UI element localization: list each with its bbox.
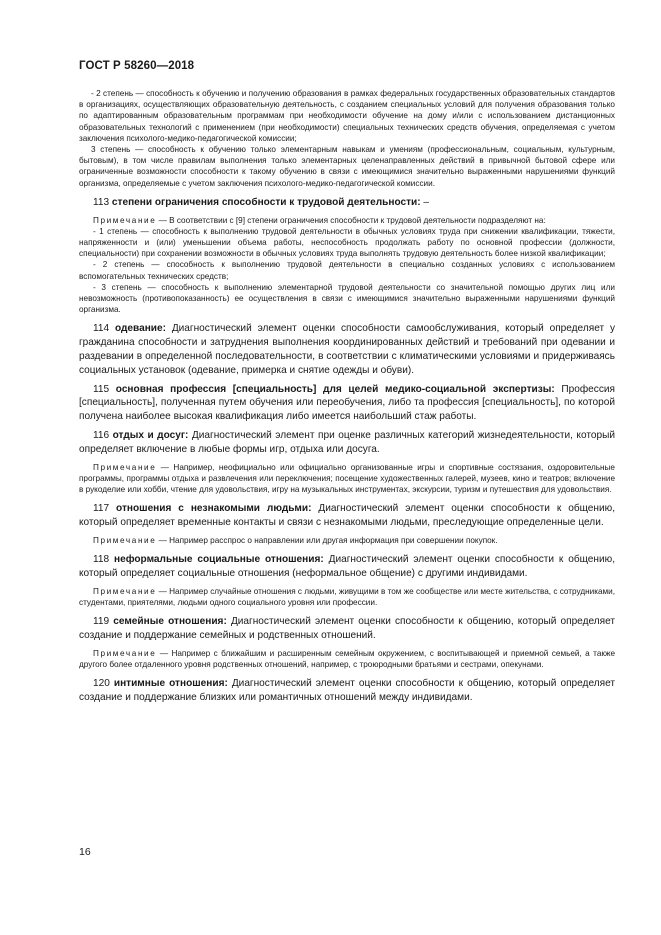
note-118 — [79, 586, 615, 608]
note-label: Примечание — [93, 648, 157, 658]
term-title: одевание: — [114, 323, 166, 335]
standard-header: ГОСТ Р 58260—2018 — [79, 60, 195, 72]
term-title: отдых и досуг: — [112, 430, 189, 442]
term-119 — [79, 615, 615, 643]
term-number: 114 — [93, 323, 110, 335]
term-number: 113 — [93, 196, 110, 208]
term-title: степени ограничения способности к трудовой деятельности: — [111, 196, 421, 208]
page-content — [79, 88, 615, 705]
term-text: Диагностический элемент оценки способности к общению, который определяет социальные отношения (неформальное общение) с другими индивидами. — [79, 554, 615, 579]
paragraph-degree-2: - 2 степень — способность к обучению и получению образования в рамках федеральных государственных образовательных стандартов в организациях, осуществляющих образовательную деятельность, с созданием специальных условий для получения образования только по адаптированным образовательным программам при необходимости обучение на дому и/или с использованием дистанционных образовательных технологий с применением (при необходимости) специальных технических средств обучения, определяемая с учетом заключения психолого-медико-педагогической комиссии; — [79, 89, 615, 143]
note-text: — Например случайные отношения с людьми, живущими в том же сообществе или месте жительства, с сотрудниками, студентами, приятелями, людьми одного социального уровня или профессии. — [79, 586, 615, 607]
note-label: Примечание — [93, 535, 157, 545]
note-text: — В соответствии с [9] степени ограничения способности к трудовой деятельности подразделяют на: — [156, 215, 546, 225]
top-paragraphs — [79, 88, 615, 189]
term-114 — [79, 322, 615, 377]
term-text: Диагностический элемент оценки способности к общению, который определяет временные контакты и связи с незнакомыми людьми, преследующие определенные цели. — [79, 503, 615, 529]
note-text: — Например, неофициально или официально организованные игры и спортивные состязания, оздоровительные программы, программы отдыха и развлечения или переключения; посещение художественных галерей, музеев, кино и театров; включение в рукоделие или хобби, чтение для удовольствия, игру на музыкальных инструментах, экскурсии, туризм и путешествия для удовольствия. — [79, 462, 615, 495]
note-text: — Например с ближайшим и расширенным семейным окружением, с воспитывающей и приемной семьей, а также другого более отдаленного уровня родственных отношений, например, с троюродными братьями и сестрами, опекунами. — [79, 648, 615, 669]
note-119 — [79, 648, 615, 670]
term-number: 120 — [93, 678, 110, 690]
term-text: Диагностический элемент оценки способности самообслуживания, который определяет у гражданина способности и затруднения выполнения координированных действий и требований при одевании и раздевании в определенной последовательности, в соответствии с климатическими условиями и придерживаясь социальных установок (одевание, примерка и снятие одежды и обуви). — [79, 323, 615, 376]
page-number: 16 — [79, 846, 91, 858]
note-item: - 1 степень — способность к выполнению трудовой деятельности в обычных условиях труда при снижении квалификации, тяжести, напряженности и (или) уменьшении объема работы, неспособность продолжать работу по основной профессии (должности, специальности) при сохранении возможности в обычных условиях труда выполнять трудовую деятельность более низкой квалификации; — [79, 226, 615, 259]
note-label: Примечание — [93, 462, 157, 472]
note-label: Примечание — [93, 586, 157, 596]
term-text: Диагностический элемент оценки способности к общению, который определяет создание и поддержание близких или романтичных отношений между индивидами. — [79, 678, 615, 703]
note-label: Примечание — [93, 215, 157, 225]
term-title: семейные отношения: — [113, 616, 227, 628]
term-number: 119 — [93, 616, 110, 628]
term-120 — [79, 677, 615, 705]
term-113 — [79, 196, 615, 210]
term-text: Диагностический элемент оценки способности к общению, который определяет создание и поддержание семейных и родственных отношений. — [79, 616, 615, 641]
term-number: 115 — [93, 383, 110, 395]
note-113 — [79, 215, 615, 316]
note-item: - 2 степень — способность к выполнению трудовой деятельности в специально созданных условиях с использованием вспомогательных технических средств; — [79, 260, 615, 281]
term-title: неформальные социальные отношения: — [113, 554, 324, 566]
term-title: интимные отношения: — [113, 678, 228, 690]
term-118 — [79, 553, 615, 581]
term-title: основная профессия [специальность] для целей медико-социальной экспертизы: — [115, 383, 555, 395]
note-text: — Например расспрос о направлении или другая информация при совершении покупок. — [156, 535, 498, 545]
term-text: Диагностический элемент при оценке различных категорий жизнедеятельности, который определяет включение в любые формы игр, отдыха или досуга. — [79, 430, 615, 455]
term-tail: – — [420, 196, 430, 208]
paragraph-degree-3: 3 степень — способность к обучению только элементарным навыкам и умениям (профессиональным, социальным, культурным, бытовым), в том числе правилам выполнения только элементарных целенаправленных действий в привычной бытовой сфере или ограниченные возможности способности к такому обучению в связи с имеющимися значительно выраженными нарушениями функций организма, определяемые с учетом заключения психолого-медико-педагогической комиссии. — [79, 145, 615, 188]
term-text: Профессия [специальность], полученная путем обучения или переобучения, либо та профессия [специальность], по которой получена наиболее высокая квалификация либо имеется наибольший стаж работы. — [79, 383, 615, 423]
note-116 — [79, 462, 615, 496]
term-number: 118 — [93, 554, 110, 566]
term-number: 117 — [93, 503, 110, 515]
term-title: отношения с незнакомыми людьми: — [116, 503, 312, 515]
term-117 — [79, 502, 615, 530]
note-item: - 3 степень — способность к выполнению элементарной трудовой деятельности со значительной помощью других лиц или невозможность (противопоказанность) ее осуществления в связи с имеющимися значительно выраженными нарушениями функций организма. — [79, 282, 615, 315]
term-115 — [79, 383, 615, 424]
term-number: 116 — [93, 430, 110, 442]
note-117 — [79, 535, 615, 546]
term-116 — [79, 429, 615, 457]
